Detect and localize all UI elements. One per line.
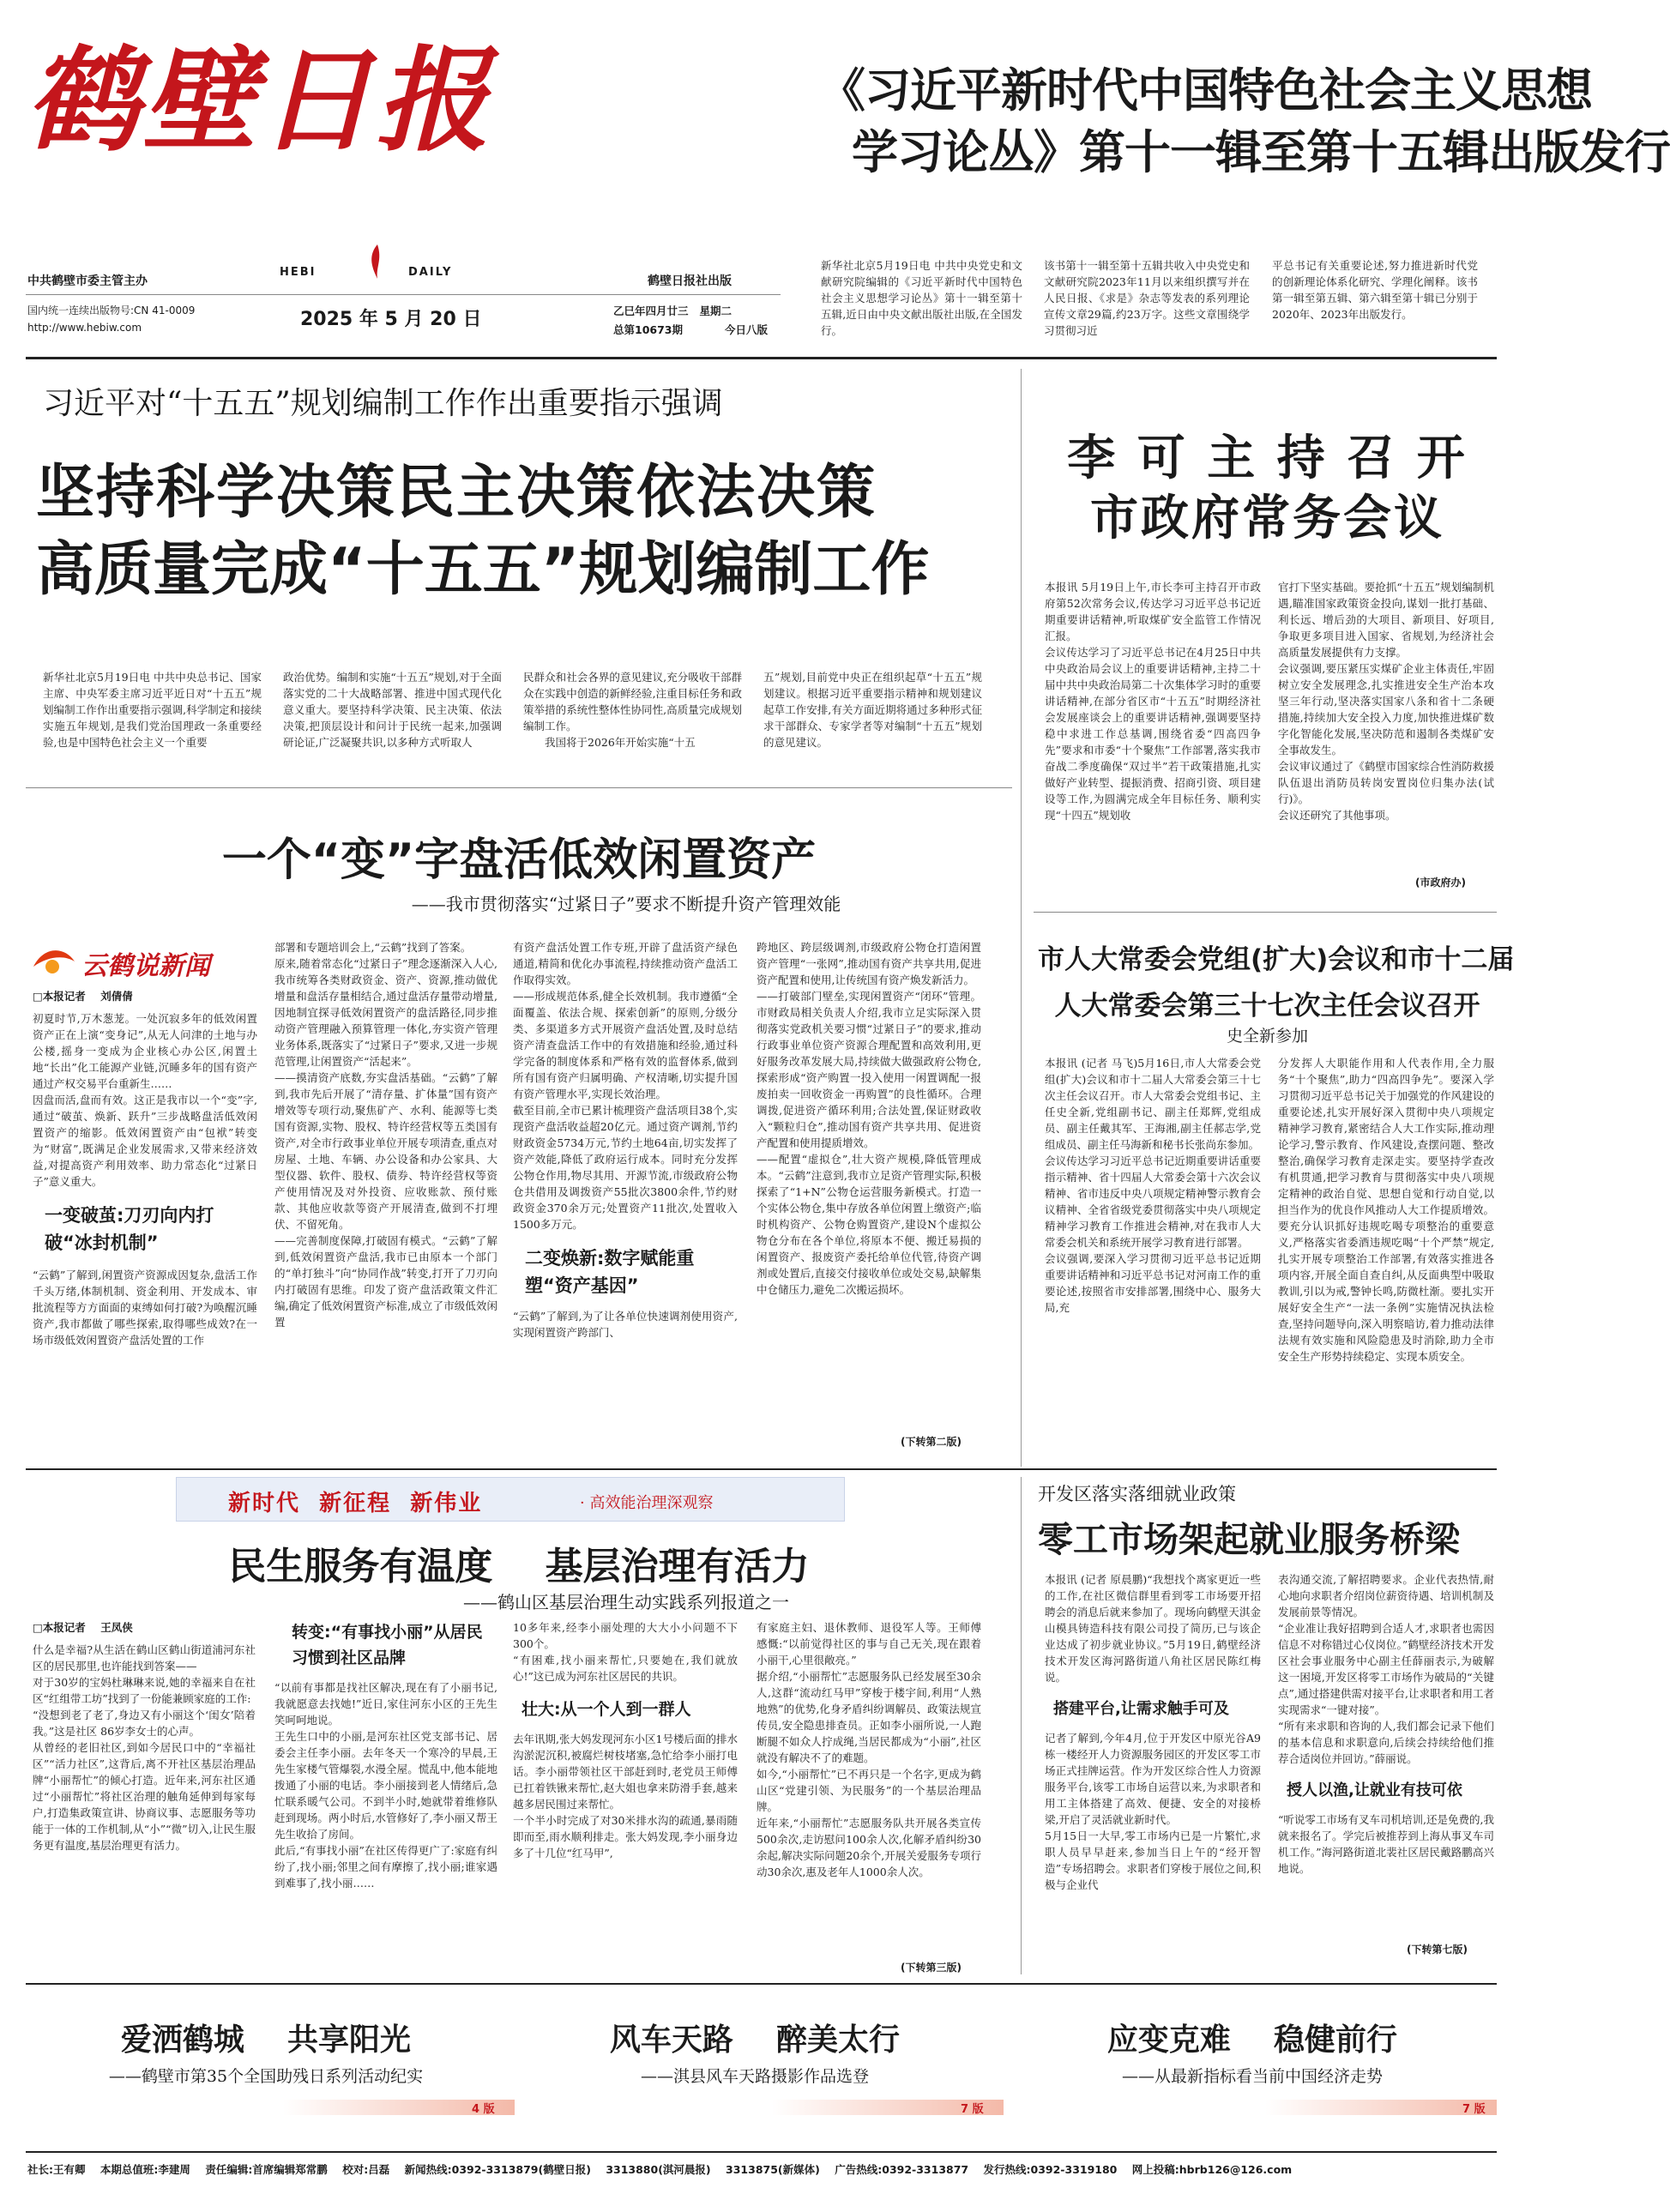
lead-title-2: 高质量完成“十五五”规划编制工作 xyxy=(36,536,930,604)
story3-col-3b: 去年讯期,张大妈发现河东小区1号楼后面的排水沟淤泥沉积,被腐烂树枝堵塞,急忙给李小丽打电话。李小丽带领社区干部赶到时,老党员王师傅已扛着铁锹来帮忙,赵大姐也拿来防滑手套,越来越多居民围过来帮忙。 一个半小时完成了对30米排水沟的疏通,暴雨随即而至,雨水顺利排走。张大妈发现,李小丽身边多了十几位“红马甲”, xyxy=(513,1733,738,1859)
promo-3[interactable]: 应变克难 稳健前行 ——从最新指标看当前中国经济走势 7 版 xyxy=(1008,1992,1497,2137)
lead-col-3: 民群众和社会各界的意见建议,充分吸收干部群众在实践中创造的新鲜经验,注重目标任务和政策举措的系统性整体性协同性,高质量完成规划编制工作。 xyxy=(523,671,742,732)
right3-kicker: 开发区落实落细就业政策 xyxy=(1038,1484,1236,1504)
right3-sub1: 搭建平台,让需求触手可及 xyxy=(1053,1700,1229,1718)
story2-brand: 云鹤说新闻 xyxy=(30,939,270,980)
story2-sub2: 二变焕新:数字赋能重塑“资产基因” xyxy=(525,1248,695,1296)
story3-col-2: “以前有事都是找社区解决,现在有了小丽书记,我就愿意去找她!”近日,家住河东小区的王先生笑呵呵地说。 王先生口中的小丽,是河东社区党支部书记、居委会主任李小丽。去年冬天一个寒冷的早晨,王先生家楼气管爆裂,水漫全屋。慌乱中,他本能地拨通了小丽的电话。李小丽接到老人情绪后,急忙联系暖气公司。不到半小时,她就带着维修队赶到现场。两小时后,水管修好了,李小丽又帮王先生收拾了房间。 此后,“有事找小丽”在社区传得更广了:家庭有纠纷了,找小丽;邻里之间有摩擦了,找小丽;谁家遇到难事了,找小丽…… xyxy=(274,1681,497,1890)
top-story-title: 《习近平新时代中国特色社会主义思想 学习论丛》第十一辑至第十五辑出版发行 xyxy=(819,63,1670,179)
story2-col-4: 跨地区、跨层级调剂,市级政府公物仓打造闲置资产管理“一张网”,推动国有资产共享共用,促进资产配置和使用,让传统国有资产焕发新活力。 ——打破部门壁垒,实现闲置资产“闭环”管理。市财政局相关负责人介绍,我市立足实际深入贯彻落实党政机关要习惯“过紧日子”的要求,推动行政事业单位资产资源合理配置和高效利用,更好服务改革发展大局,持续做大做强政府公物仓,探索形成“资产购置一投入使用一闲置调配一报废拍卖一回收资金一再购置”的良性循环。合理调拨,促进资产循环利用;合法处置,保证财政收入“颗粒归仓”,推动国有资产共享共用、促进资产配置和使用提质增效。 ——配置“虚拟仓”,壮大资产规模,降低管理成本。“云鹤”注意到,我市立足资产管理实际,积极探索了“1+N”公物仓运营服务新模式。打造一个实体公物仓,集中存放各单位闲置上缴资产;临时机构资产、公物仓购置资产,建设N个虚拟公物仓分布在各个单位,将原本不便、搬迁易损的闲置资产、报废资产委托给单位代管,待资产调剂或处置后,直接交付接收单位或处交易,缺解集中仓储压力,避免二次搬运损坏。 xyxy=(757,941,981,1296)
right1-title-1: 李 可 主 持 召 开 xyxy=(1067,431,1468,486)
logo-flame-icon xyxy=(367,243,388,280)
lead-col-4: 五”规划,目前党中央正在组织起草“十五五”规划建议。根据习近平重要指示精神和规划建议起草工作安排,有关方面近期将通过多种形式征求干部群众、专家学者等对编制“十五五”规划的意见建议。 xyxy=(763,671,982,749)
story3-col-3: 10多年来,经李小丽处理的大大小小问题不下300个。 “有困难,找小丽来帮忙,只要她在,我们就放心!”这已成为河东社区居民的共识。 xyxy=(513,1621,738,1683)
right3-title: 零工市场架起就业服务桥梁 xyxy=(1038,1519,1460,1560)
logo-en-right: DAILY xyxy=(408,266,453,279)
story-2 xyxy=(26,798,1012,1467)
right3-col-1b: 记者了解到,今年4月,位于开发区中原光谷A9栋一楼经开人力资源服务园区的开发区零工市场正式挂牌运营。作为开发区综合性人力资源服务平台,该零工市场自运营以来,为求职者和用工主体搭建了高效、便捷、安全的对接桥梁,开启了灵活就业新时代。 5月15日一大早,零工市场内已是一片繁忙,求职人员早早赶来,参加当日上午的“经开智造”专场招聘会。求职者们穿梭于展位之间,积极与企业代 xyxy=(1045,1732,1261,1891)
story3-col-4: 有家庭主妇、退休教师、退役军人等。王师傅感慨:“以前觉得社区的事与自己无关,现在跟着小丽干,心里很敞亮。” 据介绍,“小丽帮忙”志愿服务队已经发展至30余人,这群“流动红马甲”穿梭于楼宇间,利用“人熟地熟”的优势,化身矛盾纠纷调解员、政策法规宣传员,安全隐患排查员。正如李小丽所说,一人跑断腿不如众人拧成绳,当居民都成为“小丽”,社区就没有解决不了的难题。 如今,“小丽帮忙”已不再只是一个名字,更成为鹤山区“党建引领、为民服务”的一个基层治理品牌。 近年来,“小丽帮忙”志愿服务队共开展各类宣传500余次,走访慰问100余人次,化解矛盾纠纷30余起,解决实际问题20余个,开展关爱服务专项行动30余次,惠及老年人1000余人次。 xyxy=(757,1621,981,1878)
right3-continued: (下转第七版) xyxy=(1407,1944,1468,1956)
story-3 xyxy=(26,1527,1012,1981)
story2-col-2: 部署和专题培训会上,“云鹤”找到了答案。 原来,随着常态化“过紧日子”理念逐渐深入人心,我市统筹各类财政资金、资产、资源,推动做优增量和盘活存量相结合,通过盘活存量带动增量,因地制宜探寻低效闲置资产的盘活路径,同步推动资产管理融入预算管理一体化,夯实资产管理业务体系,既落实了“过紧日子”要求,又进一步规范管理,让闲置资产“活起来”。 ——摸清资产底数,夯实盘活基础。“云鹤”了解到,我市先后开展了“清存量、扩体量”国有资产增效等专项行动,聚焦矿产、水利、能源等七类国有资源,实物、股权、特许经营权等五类国有资产,对全市行政事业单位开展专项清查,重点对房屋、土地、车辆、办公设备和办公家具、大型仪器、软件、股权、债券、特许经营权等资产使用情况及对外投资、应收账款、预付账款、其他应收款等资产开展清查,做到不打埋伏、不留死角。 ——完善制度保障,打破固有模式。“云鹤”了解到,低效闲置资产盘活,我市已由原本一个部门的“单打独斗”向“协同作战”转变,打开了刀刃向内打破固有思维。印发了资产盘活政策文件汇编,确定了低效闲置资产标准,成立了市级低效闲置 xyxy=(274,941,497,1329)
right2-col-1: 本报讯 (记者 马飞)5月16日,市人大常委会党组(扩大)会议和市十二届人大常委会第三十七次主任会议召开。市人大常委会党组书记、主任史全新,党组副书记、副主任郑辉,党组成员、副主任戴其军、王海湘,副主任郝志学,党组成员、副主任马海新和秘书长张尚东参加。 会议传达学习习近平总书记近期重要讲话重要指示精神、省十四届人大常委会第十六次会议精神、省市违反中央八项规定精神警示教育会议精神、全省省级党委贯彻落实中央八项规定精神学习教育工作推进会精神,对在我市人大常委会机关和系统开展学习教育进行部署。 会议强调,要深入学习贯彻习近平总书记近期重要讲话精神和习近平总书记对河南工作的重要论述,按照省市安排部署,围绕中心、服务大局,充 xyxy=(1045,1057,1261,1314)
footer-credits: 社长:王有卿 本期总值班:李建周 责任编辑:首席编辑郑常鹏 校对:吕磊 新闻热线:0392-3313879(鹤壁日报) 3313880(淇河晨报) 3313875(新媒体) 广告热线:0392-3313877 发行热线:0392-3319180 网上投稿:hbrb126@126.com xyxy=(27,2163,1293,2176)
page-count: 今日八版 xyxy=(725,323,769,336)
right1-col-2: 官打下坚实基础。要抢抓“十五五”规划编制机遇,瞄准国家政策资金投向,谋划一批打基础、利长远、增后劲的大项目、新项目、好项目,争取更多项目进入国家、省规划,为经济社会高质量发展提供有力支撑。 会议强调,要压紧压实煤矿企业主体责任,牢固树立安全发展理念,扎实推进安全生产治本攻坚三年行动,坚决落实国家八条和省十二条硬措施,持续加大安全投入力度,加快推进煤矿数字化智能化发展,坚决防范和遏制各类煤矿安全事故发生。 会议审议通过了《鹤壁市国家综合性消防救援队伍退出消防员转岗安置岗位归集办法(试行)》。 会议还研究了其他事项。 xyxy=(1278,581,1494,822)
top-story-col-2: 该书第十一辑至第十五辑共收入中央党史和文献研究院2023年11月以来组织撰写并在人民日报、《求是》杂志等发表的系列理论宣传文章29篇,约23万字。这些文章围绕学习贯彻习近 xyxy=(1044,259,1250,337)
lead-col-2: 政治优势。编制和实施“十五五”规划,对于全面落实党的二十大战略部署、推进中国式现代化意义重大。要坚持科学决策、民主决策、依法决策,把顶层设计和问计于民统一起来,加强调研论证,广泛凝聚共识,以多种方式听取人 xyxy=(283,671,502,749)
right2-title-1: 市人大常委会党组(扩大)会议和市十二届 xyxy=(1038,944,1515,975)
right3-col-2: 表沟通交流,了解招聘要求。企业代表热情,耐心地向求职者介绍岗位薪资待遇、培训机制及发展前景等情况。 “企业准让我好招聘到合适人才,求职者也需因信息不对称错过心仪岗位。”鹤壁经济技术开发区社会事业服务中心副主任薛丽表示,为破解这一困境,开发区将零工市场作为破局的“关键点”,通过搭建供需对接平台,让求职者和用工者实现需求“一键对接”。 “所有来求职和咨询的人,我们都会记录下他们的基本信息和求职意向,后续会持续给他们推荐合适岗位并回访。”薛丽说。 xyxy=(1278,1573,1494,1765)
right1-source: (市政府办) xyxy=(1415,877,1466,889)
top-story-col-1: 新华社北京5月19日电 中共中央党史和文献研究院编辑的《习近平新时代中国特色社会主义思想学习论丛》第十一辑至第十五辑,近日由中央文献出版社出版,在全国发行。 xyxy=(821,259,1022,337)
lead-story xyxy=(26,369,1012,772)
story2-col-3b: “云鹤”了解到,为了让各单位快速调剂使用资产,实现闲置资产跨部门、 xyxy=(513,1310,738,1339)
publisher: 鹤壁日报社出版 xyxy=(648,274,732,288)
story3-subtitle: ——鹤山区基层治理生动实践系列报道之一 xyxy=(463,1592,789,1612)
story3-col-1: 什么是幸福?从生活在鹤山区鹤山街道浦河东社区的居民那里,也许能找到答案—— 对于30岁的宝妈杜琳琳来说,她的幸福来自在社区“红组带工坊”找到了一份能兼顾家庭的工作: “没想到老了老了,身边又有小丽这个‘闺女’陪着我。”这是社区 86岁李女士的心声。 从曾经的老旧社区,到如今居民口中的“幸福社区”“活力社区”,这背后,离不开社区基层治理品牌“小丽帮忙”的倾心打造。近年来,河东社区通过“小丽帮忙”将社区治理的触角延伸到每家每户,打造集政策宣讲、协商议事、志愿服务等功能于一体的工作机制,从“小”“微”切入,让民生服务更有温度,基层治理更有活力。 xyxy=(33,1643,256,1852)
story3-reporter: □本报记者 王凤侠 xyxy=(33,1621,133,1634)
right1-col-1: 本报讯 5月19日上午,市长李可主持召开市政府第52次常务会议,传达学习习近平总书记近期重要讲话精神,听取煤矿安全监管工作情况汇报。 会议传达学习了习近平总书记在4月25日中共中央政治局会议上的重要讲话精神,主持二十届中共中央政治局第二十次集体学习时的重要讲话精神,在部分省区市“十五五”时期经济社会发展座谈会上的重要讲话精神,强调要坚持稳中求进工作总基调,围绕省委“四高四争先”要求和市委“十个聚焦”工作部署,落实我市奋战二季度确保“双过半”若干政策措施,扎实做好产业转型、提振消费、招商引资、项目建设等工作,为圆满完成全年目标任务、顺利实现“十四五”规划收 xyxy=(1045,581,1261,822)
lunar-date: 乙巳年四月廿三 星期二 xyxy=(613,304,733,317)
right3-col-1: 本报讯 (记者 原晨鹏)“我想找个离家更近一些的工作,在社区微信群里看到零工市场要开招聘会的消息后就来参加了。现场向鹤壁天淇金山模具铸造科技有限公司投了简历,已与该企业达成了初步就业协议。”5月19日,鹤壁经济技术开发区海河路街道八角社区居民陈红梅说。 xyxy=(1045,1573,1261,1684)
crane-logo-icon xyxy=(30,941,78,979)
right-story-3 xyxy=(1038,1477,1497,1979)
top-story-col-3: 平总书记有关重要论述,努力推进新时代党的创新理论体系化研究、学理化阐释。该书第一辑至第五辑、第六辑至第十辑已分别于2020年、2023年出版发行。 xyxy=(1272,259,1478,321)
site-url[interactable]: http://www.hebiw.com xyxy=(27,322,142,334)
promo-1[interactable]: 爱洒鹤城 共享阳光 ——鹤壁市第35个全国助残日系列活动纪实 4 版 xyxy=(26,1992,506,2137)
sponsor: 中共鹤壁市委主管主办 xyxy=(27,274,148,288)
issue-number: 总第10673期 xyxy=(613,323,683,336)
story2-col-1: 初夏时节,万木葱茏。一处沉寂多年的低效闲置资产正在上演“变身记”,从无人问津的土地与办公楼,摇身一变成为企业核心办公区,闲置土地“长出”化工能源产业链,沉睡多年的国有资产通过产权交易平台重新生…… 因盘而活,盘而有效。这正是我市以一个“变”字,通过“破茧、焕新、跃升”三步战略盘活低效闲置资产的缩影。低效闲置资产由“包袱”转变为“财富”,既满足企业发展需求,又带来经济效益,对提高资产利用效率、助力常态化“过紧日子”意义重大。 xyxy=(33,1012,257,1188)
right3-col-2b: “听说零工市场有叉车司机培训,还是免费的,我就来报名了。学完后被推荐到上海从事叉车司机工作。”海河路街道北裴社区居民戴路鹏高兴地说。 xyxy=(1278,1813,1494,1875)
story3-title: 民生服务有温度 基层治理有活力 xyxy=(228,1545,810,1588)
promo1-page: 4 版 xyxy=(472,2103,495,2116)
lead-title-1: 坚持科学决策民主决策依法决策 xyxy=(36,459,877,527)
theme-banner: 新时代 新征程 新伟业 · 高效能治理深观察 xyxy=(176,1477,845,1522)
right-story-1 xyxy=(1038,369,1497,913)
lead-kicker: 习近平对“十五五”规划编制工作作出重要指示强调 xyxy=(43,386,723,421)
promo-2[interactable]: 风车天路 醉美太行 ——淇县风车天路摄影作品选登 7 版 xyxy=(515,1992,995,2137)
story2-col-1b: “云鹤”了解到,闲置资产资源成因复杂,盘活工作千头万绪,体制机制、资金利用、开发成本、审批流程等方方面面的束缚如何打破?为唤醒沉睡资产,我市都做了哪些探索,取得哪些成效?在一场市级低效闲置资产盘活处置的工作 xyxy=(33,1269,257,1347)
story3-sub2: 壮大:从一个人到一群人 xyxy=(521,1700,691,1719)
promo3-page: 7 版 xyxy=(1462,2103,1486,2116)
issue-date: 2025 年 5 月 20 日 xyxy=(300,309,482,330)
story2-reporter: □本报记者 刘倩倩 xyxy=(33,990,133,1003)
top-story xyxy=(819,60,1670,343)
right2-byline: 史全新参加 xyxy=(1226,1027,1308,1046)
story2-col-3: 有资产盘活处置工作专班,开辟了盘活资产绿色通道,精简和优化办事流程,持续推动资产盘活工作取得实效。 ——形成规范体系,健全长效机制。我市遵循“全面覆盖、依法合规、探索创新”的原则,分级分类、多渠道多方式开展资产盘活处置,及时总结资产清查盘活工作中的有效措施和经验,通过科学完备的制度体系和严格有效的监督体系,做到所有国有资产归属明确、产权清晰,切实提升国有资产管理水平,实现长效治理。 截至目前,全市已累计梳理资产盘活项目38个,实现资产盘活收益超20亿元。通过资产调剂,节约财政资金5734万元,节约土地64亩,切实发挥了资产效能,降低了政府运行成本。同时充分发挥公物仓作用,物尽其用、开源节流,市级政府公物仓共借用及调拨资产55批次3800余件,节约财政资金370余万元;处置资产11批次,处置收入1500多万元。 xyxy=(513,941,738,1231)
logo-en-left: HEBI xyxy=(280,266,317,279)
right3-sub2: 授人以渔,让就业有技可依 xyxy=(1287,1781,1462,1799)
story2-continued: (下转第二版) xyxy=(901,1436,962,1448)
story3-sub1: 转变:“有事找小丽”从居民习惯到社区品牌 xyxy=(292,1623,483,1667)
right2-title-2: 人大常委会第三十七次主任会议召开 xyxy=(1054,991,1480,1022)
lead-col-1: 新华社北京5月19日电 中共中央总书记、国家主席、中央军委主席习近平近日对“十五五”规划编制工作作出重要指示强调,科学制定和接续实施五年规划,是我们党治国理政一条重要经验,也是中国特色社会主义一个重要 xyxy=(43,671,262,749)
promo2-page: 7 版 xyxy=(961,2103,984,2116)
story2-subtitle: ——我市贯彻落实“过紧日子”要求不断提升资产管理效能 xyxy=(411,894,841,914)
story2-sub1: 一变破茧:刀刃向内打破“冰封机制” xyxy=(45,1205,214,1253)
masthead-logo: 鹤壁日报 xyxy=(26,34,492,167)
right1-title-2: 市政府常务会议 xyxy=(1090,491,1444,546)
right-story-2 xyxy=(1038,922,1515,1462)
right2-col-2: 分发挥人大职能作用和人代表作用,全力服务“十个聚焦”,助力“四高四争先”。要深入学习贯彻习近平总书记关于加强党的作风建设的重要论述,扎实开展好深入贯彻中央八项规定精神学习教育,紧密结合人大工作实际,推动理论学习,警示教育、作风建设,查摆问题、整改整治,确保学习教育走深走实。要坚持学查改有机贯通,把学习教育与贯彻落实中央八项规定精神的政治自觉、思想自觉和行动自觉,以担当作为的优良作风推动人大工作提质增效。要充分认识抓好违规吃喝专项整治的重要意义,严格落实省委酒违规吃喝“十个严禁”规定,扎实开展专项整治工作部署,有效落实推进各项内容,开展全面自查自纠,从反面典型中吸取教训,引以为戒,警钟长鸣,防微杜渐。要扎实开展好安全生产“一法一条例”实施情况执法检查,坚持问题导向,深入明察暗访,着力推动法律法规有效实施和风险隐患及时消除,助力全市安全生产形势持续稳定、实现本质安全。 xyxy=(1278,1057,1494,1363)
lead-col-3b: 我国将于2026年开始实施“十五 xyxy=(545,736,696,749)
issn: 国内统一连续出版物号:CN 41-0009 xyxy=(27,304,196,316)
story3-continued: (下转第三版) xyxy=(901,1962,962,1974)
story2-title: 一个“变”字盘活低效闲置资产 xyxy=(221,835,817,886)
